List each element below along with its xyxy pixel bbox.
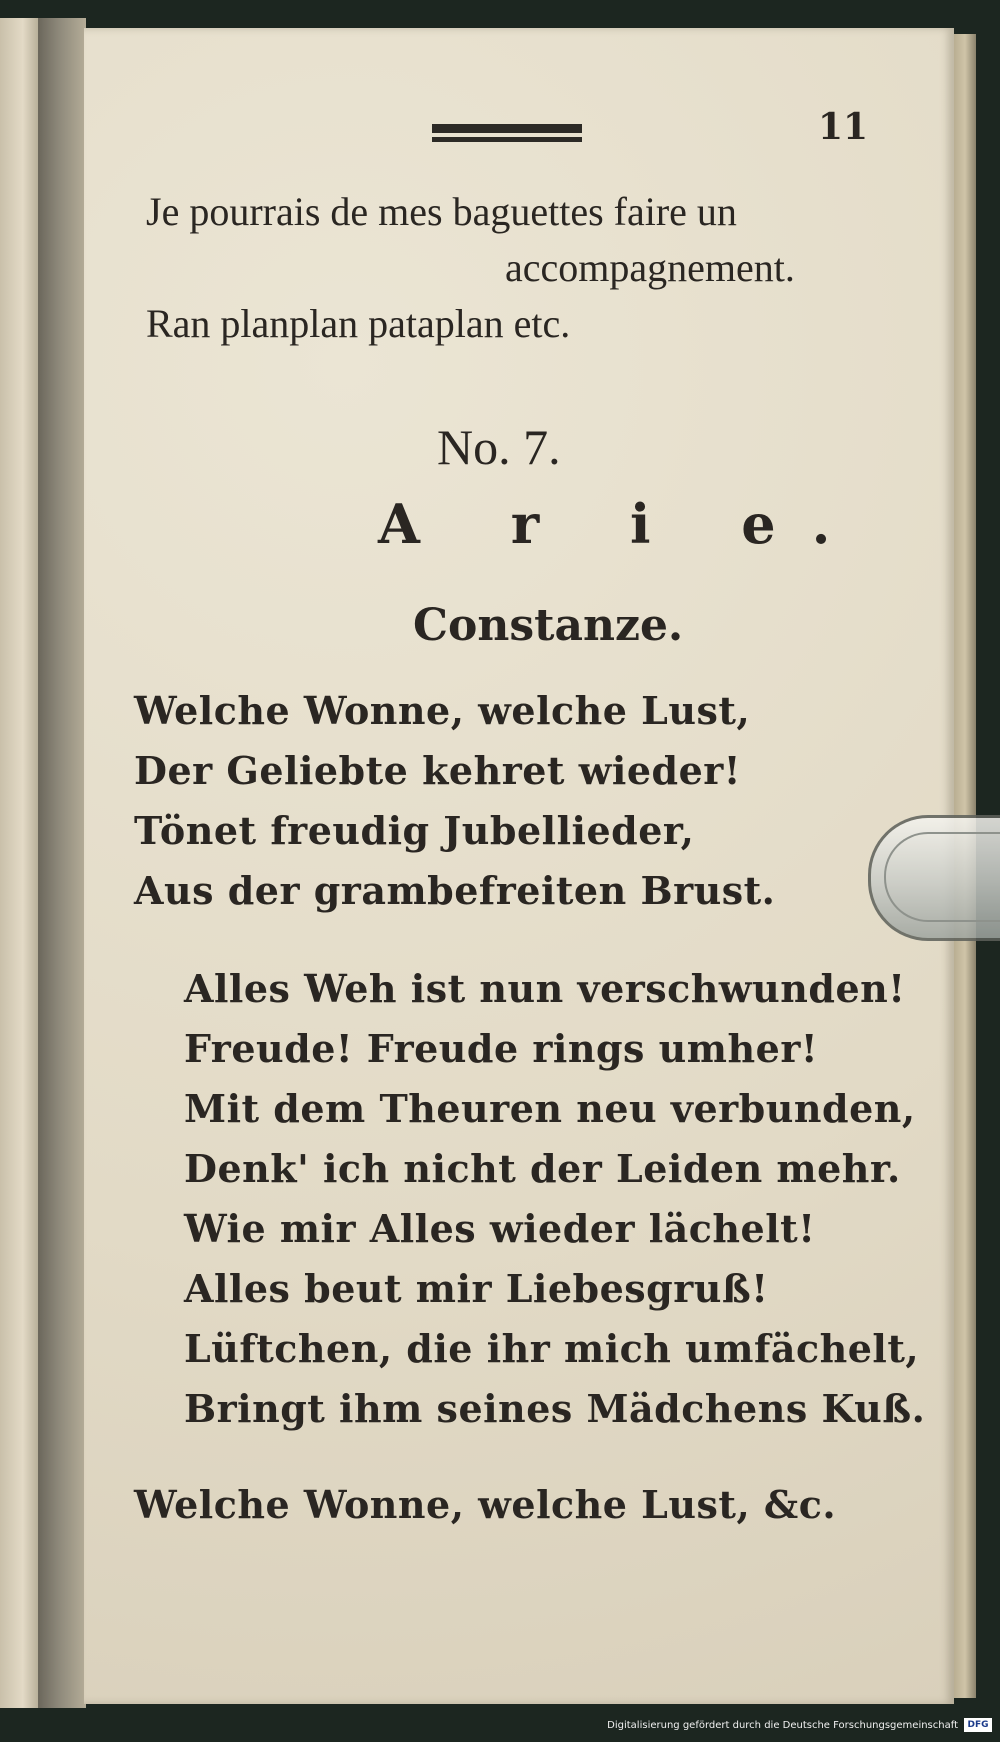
french-line-2: accompagnement. bbox=[505, 245, 795, 290]
singer-name: Constanze. bbox=[413, 600, 684, 651]
verse-line: Wie mir Alles wieder lächelt! bbox=[184, 1206, 816, 1251]
number-heading: No. 7. bbox=[437, 419, 561, 475]
header-rule bbox=[432, 124, 582, 146]
verse-line: Alles beut mir Liebesgruß! bbox=[184, 1266, 769, 1311]
verse-line: Aus der grambefreiten Brust. bbox=[134, 868, 776, 913]
digitization-credit: Digitalisierung gefördert durch die Deutsche Forschungsgemeinschaft bbox=[607, 1720, 958, 1731]
french-line-3: Ran planplan pataplan etc. bbox=[146, 301, 571, 346]
verse-line: Alles Weh ist nun verschwunden! bbox=[184, 966, 906, 1011]
verse-line: Lüftchen, die ihr mich umfächelt, bbox=[184, 1326, 920, 1371]
verse-line: Denk' ich nicht der Leiden mehr. bbox=[184, 1146, 901, 1191]
previous-page-edge bbox=[0, 18, 40, 1708]
french-line-1: Je pourrais de mes baguettes faire un bbox=[146, 189, 737, 234]
dfg-logo: DFG bbox=[964, 1718, 992, 1732]
book-gutter bbox=[40, 18, 86, 1708]
verse-line: Tönet freudig Jubellieder, bbox=[134, 808, 695, 853]
verse-line: Der Geliebte kehret wieder! bbox=[134, 748, 741, 793]
verse-line: Welche Wonne, welche Lust, bbox=[134, 688, 751, 733]
verse-line: Mit dem Theuren neu verbunden, bbox=[184, 1086, 916, 1131]
page-clip-inner bbox=[884, 832, 1000, 922]
verse-line: Freude! Freude rings umher! bbox=[184, 1026, 819, 1071]
page-number: 11 bbox=[818, 106, 869, 148]
refrain-line: Welche Wonne, welche Lust, &c. bbox=[134, 1482, 837, 1527]
aria-title: A r i e. bbox=[378, 492, 867, 556]
verse-line: Bringt ihm seines Mädchens Kuß. bbox=[184, 1386, 926, 1431]
